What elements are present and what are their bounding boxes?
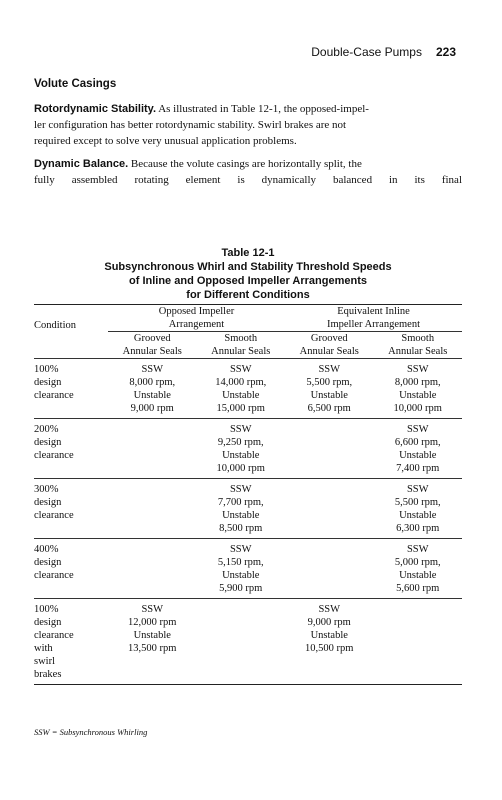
- condition-line: 100%: [34, 364, 59, 375]
- condition-line: 100%: [34, 604, 59, 615]
- value-line: 13,500 rpm: [128, 643, 177, 654]
- condition-line: clearance: [34, 630, 74, 641]
- condition-line: with: [34, 643, 53, 654]
- subheader-annular-seals: Annular Seals: [211, 346, 271, 357]
- value-line: 10,500 rpm: [305, 643, 354, 654]
- value-line: 12,000 rpm: [128, 617, 177, 628]
- subheader-grooved: Grooved: [133, 333, 171, 344]
- value-line: SSW: [141, 604, 164, 615]
- text-line: Because the volute casings are horizontally split, the: [130, 158, 362, 170]
- value-cell: [197, 359, 286, 419]
- running-title: Double-Case Pumps: [311, 45, 422, 59]
- value-line: 9,000 rpm: [130, 403, 174, 414]
- value-line: SSW: [406, 484, 429, 495]
- condition-line: clearance: [34, 450, 74, 461]
- value-cell: [374, 359, 463, 419]
- table-title-line: for Different Conditions: [186, 289, 310, 301]
- value-line: SSW: [229, 424, 252, 435]
- value-line: 7,700 rpm,: [217, 497, 264, 508]
- data-table: [34, 304, 462, 685]
- subheader-smooth: Smooth: [224, 333, 258, 344]
- value-line: Unstable: [310, 630, 348, 641]
- value-cell: [197, 539, 286, 599]
- value-line: 8,500 rpm: [219, 523, 263, 534]
- condition-line: design: [34, 497, 62, 508]
- table-title-line: of Inline and Opposed Impeller Arrangements: [129, 275, 367, 287]
- subheader-annular-seals: Annular Seals: [299, 346, 359, 357]
- value-cell: [374, 539, 463, 599]
- value-line: SSW: [318, 364, 341, 375]
- subheader-grooved: Grooved: [310, 333, 348, 344]
- condition-line: 400%: [34, 544, 59, 555]
- value-cell: [285, 479, 374, 539]
- condition-line: design: [34, 557, 62, 568]
- value-line: Unstable: [133, 630, 171, 641]
- table-title-line: Subsynchronous Whirl and Stability Threshold Speeds: [104, 261, 392, 273]
- table-row: [34, 539, 462, 599]
- condition-line: brakes: [34, 669, 62, 680]
- table-number: Table 12-1: [221, 247, 275, 259]
- value-line: 6,500 rpm: [307, 403, 351, 414]
- condition-cell: [34, 479, 108, 539]
- value-cell: [108, 479, 197, 539]
- value-line: Unstable: [222, 450, 260, 461]
- value-line: 5,500 rpm,: [306, 377, 353, 388]
- value-cell: [108, 599, 197, 685]
- value-line: 9,250 rpm,: [217, 437, 264, 448]
- condition-line: design: [34, 617, 62, 628]
- condition-cell: [34, 539, 108, 599]
- text-line: ler configuration has better rotordynamic stability. Swirl brakes are not: [34, 119, 347, 131]
- value-line: 10,000 rpm: [393, 403, 442, 414]
- value-line: Unstable: [133, 390, 171, 401]
- condition-line: 200%: [34, 424, 59, 435]
- value-line: Unstable: [222, 510, 260, 521]
- value-line: Unstable: [399, 390, 437, 401]
- value-line: Unstable: [310, 390, 348, 401]
- value-line: 5,500 rpm,: [394, 497, 441, 508]
- table-row: [34, 359, 462, 419]
- value-line: 6,600 rpm,: [394, 437, 441, 448]
- text-line: As illustrated in Table 12-1, the opposed-impel-: [158, 103, 369, 115]
- value-line: SSW: [318, 604, 341, 615]
- page-number: 223: [435, 45, 456, 59]
- condition-line: clearance: [34, 390, 74, 401]
- value-line: 5,150 rpm,: [217, 557, 264, 568]
- value-line: 8,000 rpm,: [129, 377, 176, 388]
- paragraph-rotordynamic-stability: [34, 101, 462, 149]
- value-cell: [285, 599, 374, 685]
- value-line: 8,000 rpm,: [394, 377, 441, 388]
- value-cell: [197, 599, 286, 685]
- condition-line: clearance: [34, 510, 74, 521]
- value-line: 10,000 rpm: [216, 463, 265, 474]
- group-header-inline-line2: Impeller Arrangement: [285, 318, 462, 332]
- value-line: 15,000 rpm: [216, 403, 265, 414]
- value-cell: [374, 599, 463, 685]
- value-cell: [374, 419, 463, 479]
- value-line: Unstable: [399, 450, 437, 461]
- condition-cell: [34, 599, 108, 685]
- value-line: Unstable: [399, 510, 437, 521]
- value-line: SSW: [229, 544, 252, 555]
- subheader-smooth: Smooth: [401, 333, 435, 344]
- value-cell: [108, 419, 197, 479]
- condition-cell: [34, 419, 108, 479]
- group-header-inline: Equivalent Inline: [285, 305, 462, 319]
- value-cell: [285, 419, 374, 479]
- value-line: SSW: [229, 484, 252, 495]
- value-line: SSW: [406, 544, 429, 555]
- table-row: [34, 479, 462, 539]
- value-line: 7,400 rpm: [396, 463, 440, 474]
- subheader-annular-seals: Annular Seals: [388, 346, 448, 357]
- value-line: Unstable: [222, 390, 260, 401]
- group-header-opposed: Opposed Impeller: [108, 305, 285, 319]
- value-cell: [285, 359, 374, 419]
- text-line: required except to solve very unusual application problems.: [34, 135, 297, 147]
- value-line: SSW: [229, 364, 252, 375]
- condition-cell: [34, 359, 108, 419]
- run-in-heading: Rotordynamic Stability.: [34, 103, 157, 115]
- run-in-heading: Dynamic Balance.: [34, 158, 129, 170]
- value-line: 6,300 rpm: [396, 523, 440, 534]
- text-line: fully assembled rotating element is dynamically balanced in its final: [34, 174, 462, 186]
- running-header: [311, 45, 456, 59]
- paragraph-dynamic-balance: [34, 156, 462, 188]
- value-line: SSW: [406, 364, 429, 375]
- table-row: [34, 599, 462, 685]
- section-heading: Volute Casings: [34, 78, 117, 90]
- value-cell: [108, 539, 197, 599]
- value-line: SSW: [141, 364, 164, 375]
- condition-header: Condition: [34, 305, 108, 332]
- value-cell: [374, 479, 463, 539]
- value-cell: [285, 539, 374, 599]
- value-cell: [197, 479, 286, 539]
- table-caption: [34, 246, 462, 302]
- value-line: 9,000 rpm: [307, 617, 351, 628]
- value-cell: [108, 359, 197, 419]
- value-cell: [197, 419, 286, 479]
- value-line: Unstable: [399, 570, 437, 581]
- value-line: 5,600 rpm: [396, 583, 440, 594]
- table-row: [34, 419, 462, 479]
- condition-line: swirl: [34, 656, 55, 667]
- value-line: 14,000 rpm,: [215, 377, 267, 388]
- subheader-annular-seals: Annular Seals: [122, 346, 182, 357]
- condition-line: 300%: [34, 484, 59, 495]
- value-line: 5,000 rpm,: [394, 557, 441, 568]
- value-line: SSW: [406, 424, 429, 435]
- condition-line: design: [34, 377, 62, 388]
- table-footnote: SSW = Subsynchronous Whirling: [34, 727, 148, 737]
- value-line: 5,900 rpm: [219, 583, 263, 594]
- condition-line: design: [34, 437, 62, 448]
- condition-line: clearance: [34, 570, 74, 581]
- value-line: Unstable: [222, 570, 260, 581]
- group-header-opposed-line2: Arrangement: [108, 318, 285, 332]
